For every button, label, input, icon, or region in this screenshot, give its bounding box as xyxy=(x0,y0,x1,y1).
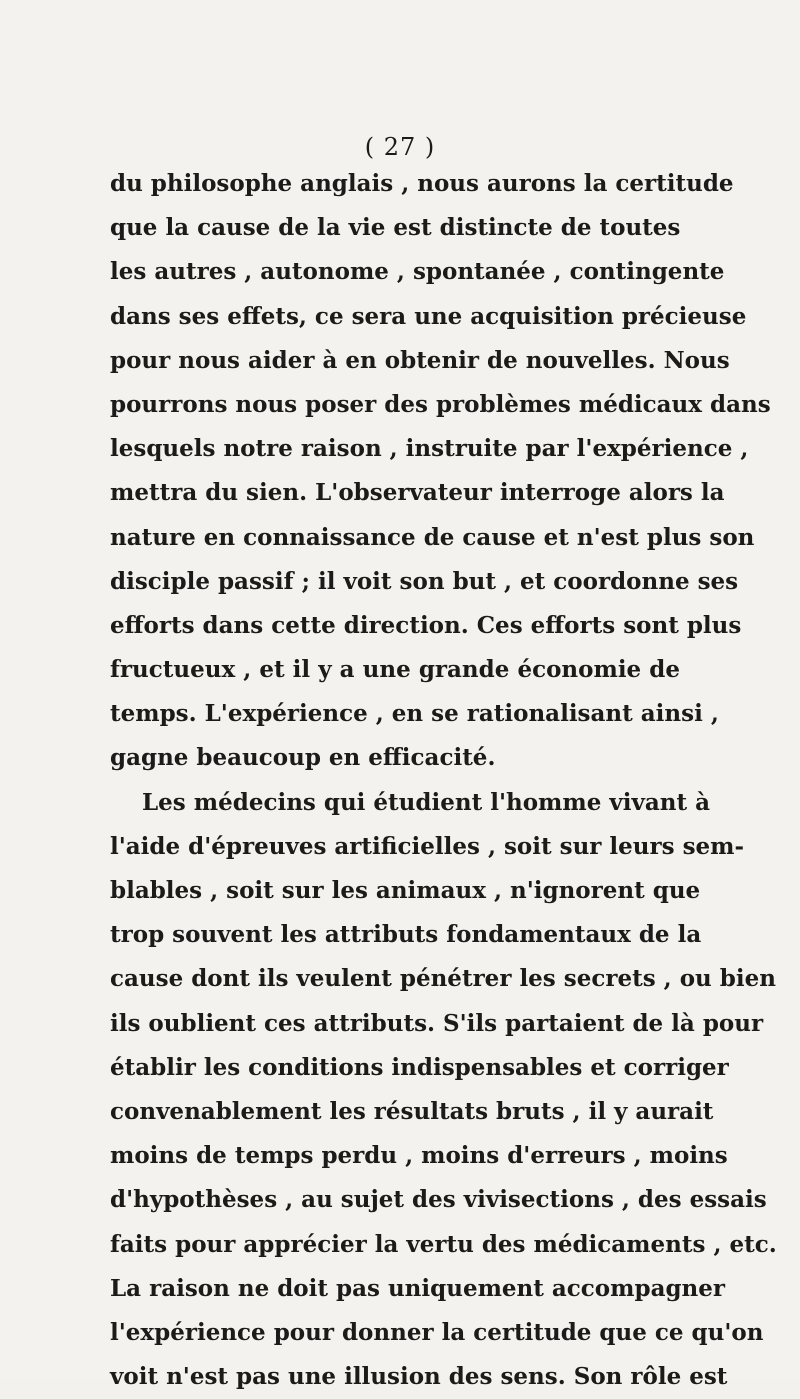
text-line: mettra du sien. L'observateur interroge alors la xyxy=(110,479,725,507)
text-line: La raison ne doit pas uniquement accompagner xyxy=(110,1274,726,1302)
text-line: ils oublient ces attributs. S'ils partaient de là pour xyxy=(110,1009,764,1037)
text-line: que la cause de la vie est distincte de toutes xyxy=(110,214,681,242)
text-line: nature en connaissance de cause et n'est plus son xyxy=(110,523,755,551)
text-line-paragraph-end: gagne beaucoup en efficacité. xyxy=(110,744,496,772)
text-line-paragraph-start: Les médecins qui étudient l'homme vivant à xyxy=(142,788,710,816)
text-line: cause dont ils veulent pénétrer les secrets , ou bien xyxy=(110,965,776,993)
text-line: moins de temps perdu , moins d'erreurs , moins xyxy=(110,1142,728,1170)
text-line: disciple passif ; il voit son but , et coordonne ses xyxy=(110,567,739,595)
text-line: pourrons nous poser des problèmes médicaux dans xyxy=(110,390,771,418)
text-line: fructueux , et il y a une grande économie de xyxy=(110,656,680,684)
text-line: du philosophe anglais , nous aurons la certitude xyxy=(110,170,734,197)
text-line: efforts dans cette direction. Ces efforts sont plus xyxy=(110,611,742,639)
text-line: voit n'est pas une illusion des sens. Son rôle est xyxy=(110,1363,728,1391)
text-line: d'hypothèses , au sujet des vivisections , des essais xyxy=(110,1186,767,1214)
body-text xyxy=(110,162,777,1399)
text-line: l'expérience pour donner la certitude que ce qu'on xyxy=(110,1318,764,1346)
text-line: trop souvent les attributs fondamentaux de la xyxy=(110,921,702,949)
text-line: établir les conditions indispensables et corriger xyxy=(110,1053,729,1081)
text-line: blables , soit sur les animaux , n'ignorent que xyxy=(110,877,701,904)
text-line: dans ses effets, ce sera une acquisition précieuse xyxy=(110,302,747,330)
text-line: convenablement les résultats bruts , il y aurait xyxy=(110,1097,714,1125)
text-line: temps. L'expérience , en se rationalisant ainsi , xyxy=(110,700,719,728)
text-line: faits pour apprécier la vertu des médicaments , etc. xyxy=(110,1230,777,1258)
text-line: les autres , autonome , spontanée , contingente xyxy=(110,258,725,286)
text-line: pour nous aider à en obtenir de nouvelles. Nous xyxy=(110,346,730,374)
page-number: ( 27 ) xyxy=(364,133,436,161)
text-line: lesquels notre raison , instruite par l'expérience , xyxy=(110,435,749,463)
text-line: l'aide d'épreuves artificielles , soit sur leurs sem- xyxy=(110,832,745,860)
